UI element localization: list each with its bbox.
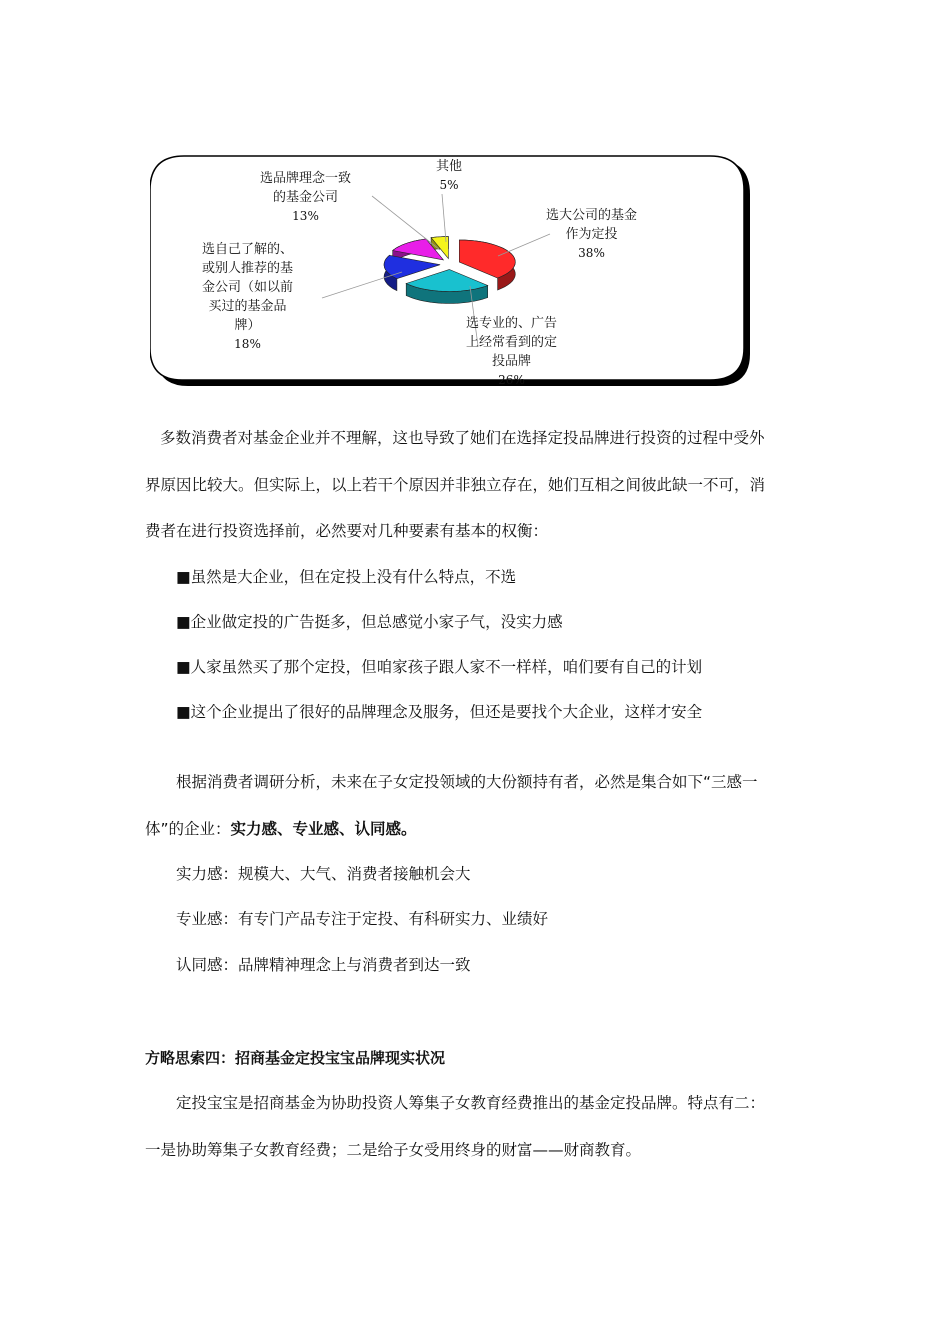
paragraph-3-line-2: 一是协助筹集子女教育经费；二是给子女受用终身的财富——财商教育。 <box>145 1141 642 1159</box>
paragraph-2-text: 体”的企业： <box>145 820 231 838</box>
slice-label-brand-concept: 选品牌理念一致 的基金公司 13% <box>260 171 352 223</box>
bullet-1: ■虽然是大企业，但在定投上没有什么特点，不选 <box>176 568 517 586</box>
slice-label-familiar: 选自己了解的、 或别人推荐的基 金公司（如以前 买过的基金品 牌） 18% <box>202 242 294 351</box>
paragraph-3-line-1: 定投宝宝是招商基金为协助投资人筹集子女教育经费推出的基金定投品牌。特点有二： <box>176 1094 766 1112</box>
slice-label-big-company: 选大公司的基金 作为定投 38% <box>546 208 638 260</box>
sense-strength: 实力感：规模大、大气、消费者接触机会大 <box>176 865 471 883</box>
bullet-4: ■这个企业提出了很好的品牌理念及服务，但还是要找个大企业，这样才安全 <box>176 703 703 721</box>
bullet-3: ■人家虽然买了那个定投，但咱家孩子跟人家不一样样，咱们要有自己的计划 <box>176 658 703 676</box>
paragraph-1-line-1: 多数消费者对基金企业并不理解，这也导致了她们在选择定投品牌进行投资的过程中受外 <box>160 429 765 447</box>
sense-professional: 专业感：有专门产品专注于定投、有科研实力、业绩好 <box>176 910 549 928</box>
three-senses-bold: 实力感、专业感、认同感。 <box>230 820 417 838</box>
paragraph-2-line-2 <box>145 818 417 840</box>
slice-label-professional: 选专业的、广告 上经常看到的定 投品牌 26% <box>466 316 558 387</box>
pie-chart-frame <box>150 154 750 386</box>
paragraph-2-line-1: 根据消费者调研分析，未来在子女定投领域的大份额持有者，必然是集合如下“三感一 <box>176 773 758 791</box>
paragraph-1-line-2: 界原因比较大。但实际上，以上若干个原因并非独立存在，她们互相之间彼此缺一不可，消 <box>145 476 766 494</box>
paragraph-1-line-3: 费者在进行投资选择前，必然要对几种要素有基本的权衡： <box>145 522 549 540</box>
sense-identity: 认同感：品牌精神理念上与消费者到达一致 <box>176 956 471 974</box>
bullet-2: ■企业做定投的广告挺多，但总感觉小家子气，没实力感 <box>176 613 563 631</box>
section-heading: 方略思索四：招商基金定投宝宝品牌现实状况 <box>145 1049 446 1067</box>
slice-label-other: 其他 5% <box>436 159 463 192</box>
